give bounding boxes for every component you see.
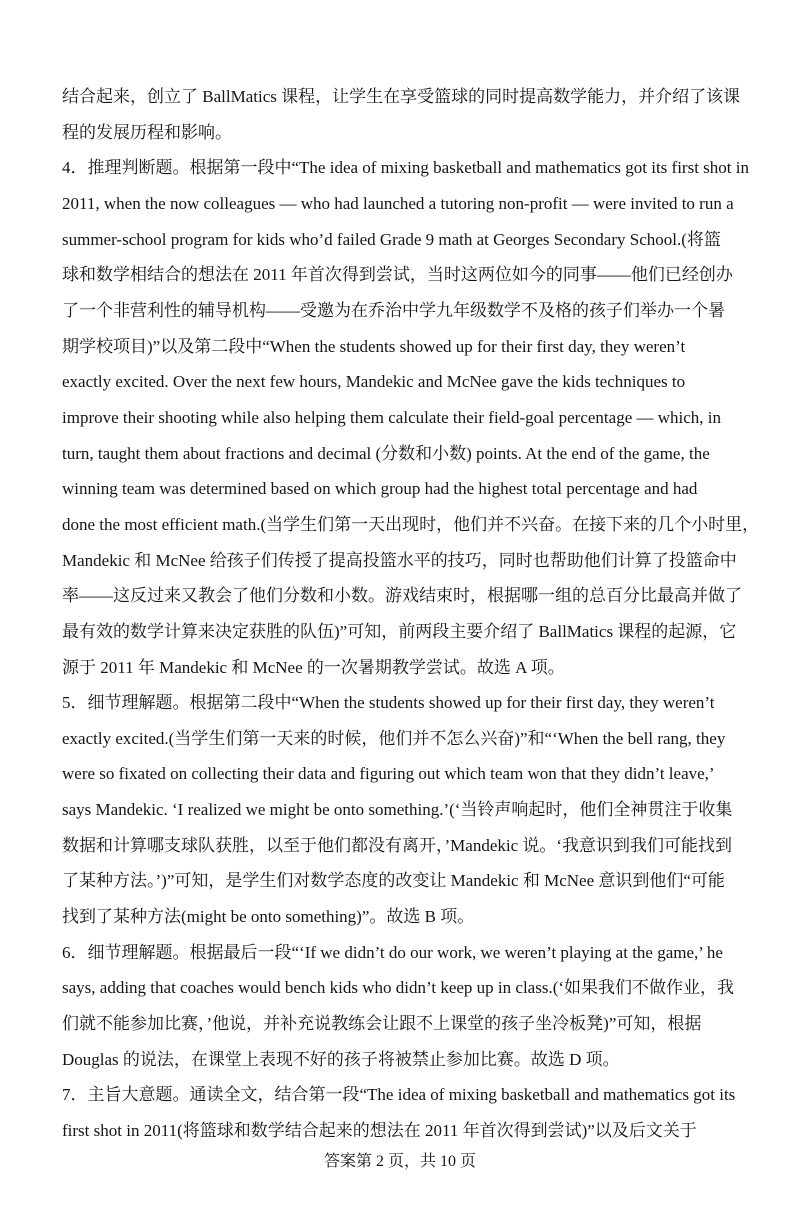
text-line: 球和数学相结合的想法在 2011 年首次得到尝试，当时这两位如今的同事——他们已经创办 (62, 265, 733, 285)
text-line-item-6: 6．细节理解题。根据最后一段“‘If we didn’t do our work, we weren’t playing at the game,’ he (62, 942, 723, 962)
text-line: first shot in 2011(将篮球和数学结合起来的想法在 2011 年首次得到尝试)”以及后文关于 (62, 1121, 697, 1141)
text-line: 期学校项目)”以及第二段中“When the students showed up for their first day, they weren’t (62, 336, 686, 356)
text-line: 率——这反过来又教会了他们分数和小数。游戏结束时，根据哪一组的总百分比最高并做了 (62, 586, 742, 606)
text-line: 们就不能参加比赛，’他说，并补充说教练会让跟不上课堂的孩子坐冷板凳)”可知，根据 (62, 1014, 702, 1034)
text-line: 2011, when the now colleagues — who had launched a tutoring non-profit — were invited to run a (62, 193, 734, 213)
text-line: says, adding that coaches would bench kids who didn’t keep up in class.(‘如果我们不做作业，我 (62, 978, 735, 998)
text-line: exactly excited.(当学生们第一天来的时候，他们并不怎么兴奋)”和“‘When the bell rang, they (62, 728, 726, 748)
text-line-item-4: 4．推理判断题。根据第一段中“The idea of mixing basketball and mathematics got its first shot in (62, 158, 749, 178)
document-body (62, 79, 760, 1149)
text-line: 结合起来，创立了 BallMatics 课程，让学生在享受篮球的同时提高数学能力，并介绍了该课 (62, 87, 741, 106)
text-line: says Mandekic. ‘I realized we might be onto something.’(‘当铃声响起时，他们全神贯注于收集 (62, 800, 733, 820)
text-line: were so fixated on collecting their data and figuring out which team won that they didn’t leave,’ (62, 764, 715, 784)
text-line: 程的发展历程和影响。 (62, 122, 232, 142)
text-line-item-5: 5．细节理解题。根据第二段中“When the students showed up for their first day, they weren’t (62, 693, 715, 713)
text-line: 数据和计算哪支球队获胜，以至于他们都没有离开，’Mandekic 说。‘我意识到我们可能找到 (62, 835, 733, 855)
text-line: turn, taught them about fractions and decimal (分数和小数) points. At the end of the game, the (62, 443, 710, 463)
text-line: 找到了某种方法(might be onto something)”。故选 B 项。 (62, 907, 475, 927)
text-line: improve their shooting while also helping them calculate their field-goal percentage — which, in (62, 407, 722, 427)
text-line: summer-school program for kids who’d failed Grade 9 math at Georges Secondary School.(将篮 (62, 229, 721, 249)
text-line: Mandekic 和 McNee 给孩子们传授了提高投篮水平的技巧，同时也帮助他们计算了投篮命中 (62, 550, 737, 570)
text-line: 了一个非营利性的辅导机构——受邀为在乔治中学九年级数学不及格的孩子们举办一个暑 (62, 300, 725, 320)
text-line: 了某种方法。’)”可知，是学生们对数学态度的改变让 Mandekic 和 McNee 意识到他们“可能 (62, 871, 725, 891)
page-footer: 答案第 2 页，共 10 页 (323, 1153, 476, 1170)
text-line: exactly excited. Over the next few hours, Mandekic and McNee gave the kids techniques to (62, 372, 686, 392)
text-line: done the most efficient math.(当学生们第一天出现时，他们并不兴奋。在接下来的几个小时里， (62, 514, 760, 534)
text-line: Douglas 的说法，在课堂上表现不好的孩子将被禁止参加比赛。故选 D 项。 (62, 1049, 620, 1069)
text-line-item-7: 7．主旨大意题。通读全文，结合第一段“The idea of mixing basketball and mathematics got its (62, 1085, 736, 1105)
text-line: 最有效的数学计算来决定获胜的队伍)”可知，前两段主要介绍了 BallMatics 课程的起源，它 (62, 621, 737, 641)
text-line: winning team was determined based on which group had the highest total percentage and had (62, 479, 698, 499)
text-line: 源于 2011 年 Mandekic 和 McNee 的一次暑期教学尝试。故选 A 项。 (62, 657, 565, 677)
